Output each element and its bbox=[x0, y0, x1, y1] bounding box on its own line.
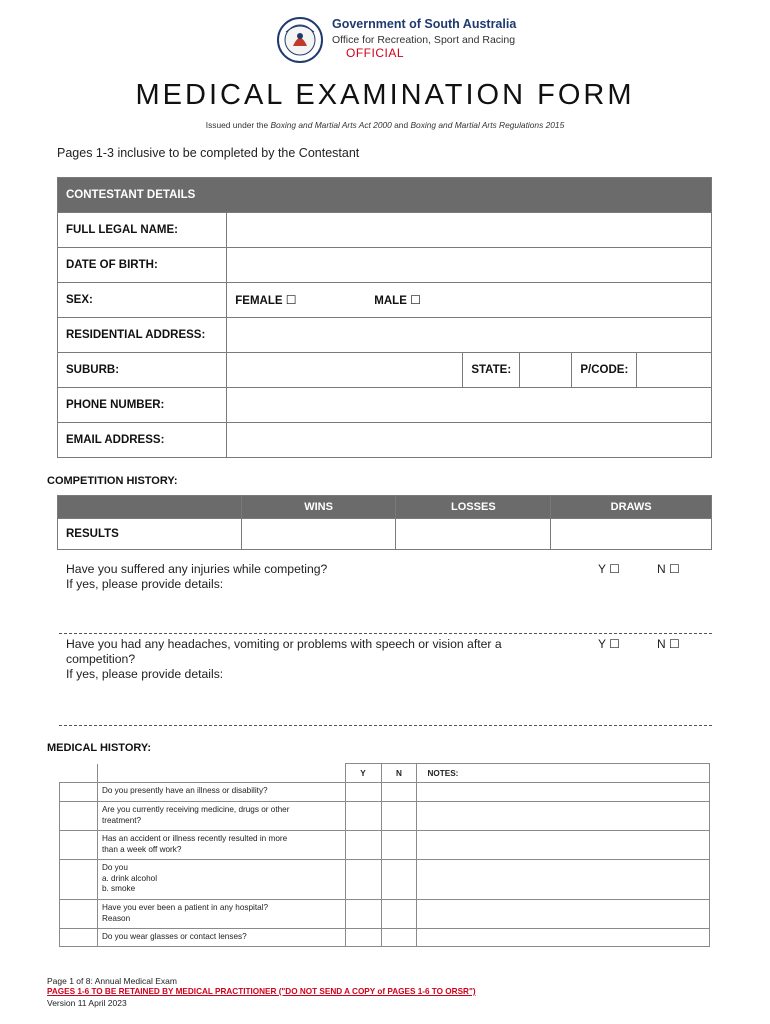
email-label: EMAIL ADDRESS: bbox=[58, 423, 227, 458]
medical-question: Do you a. drink alcohol b. smoke bbox=[97, 860, 345, 900]
row-marker bbox=[60, 860, 98, 900]
page-number: Page 1 of 8: Annual Medical Exam bbox=[47, 976, 177, 986]
headache-question-line2: competition? bbox=[66, 652, 136, 666]
row-marker bbox=[60, 929, 98, 947]
yes-cell[interactable] bbox=[345, 831, 381, 860]
headache-question bbox=[66, 637, 502, 682]
draws-field[interactable] bbox=[551, 519, 712, 550]
postcode-label: P/CODE: bbox=[572, 353, 637, 388]
south-australia-crest-icon bbox=[276, 16, 324, 64]
yes-cell[interactable] bbox=[345, 860, 381, 900]
notes-cell[interactable] bbox=[417, 783, 710, 802]
injury-question bbox=[66, 562, 327, 592]
wins-header: WINS bbox=[241, 496, 396, 519]
suburb-label: SUBURB: bbox=[58, 353, 227, 388]
contestant-details-heading: CONTESTANT DETAILS bbox=[58, 178, 712, 213]
yes-cell[interactable] bbox=[345, 783, 381, 802]
address-field[interactable] bbox=[227, 318, 712, 353]
sex-label: SEX: bbox=[58, 283, 227, 318]
suburb-field[interactable] bbox=[227, 353, 463, 388]
injury-yes-checkbox[interactable]: Y ☐ bbox=[598, 562, 620, 576]
competition-results-table bbox=[57, 495, 712, 550]
notes-column-header: NOTES: bbox=[417, 764, 710, 783]
row-marker bbox=[60, 802, 98, 831]
headache-details-prompt: If yes, please provide details: bbox=[66, 667, 224, 681]
full-name-field[interactable] bbox=[227, 213, 712, 248]
medical-question: Have you ever been a patient in any hospital? Reason bbox=[97, 900, 345, 929]
state-field[interactable] bbox=[520, 353, 572, 388]
medical-blank-header bbox=[60, 764, 98, 783]
address-label: RESIDENTIAL ADDRESS: bbox=[58, 318, 227, 353]
wins-field[interactable] bbox=[241, 519, 396, 550]
version-note: Version 11 April 2023 bbox=[47, 998, 127, 1008]
male-label: MALE bbox=[374, 295, 407, 307]
state-label: STATE: bbox=[463, 353, 520, 388]
female-label: FEMALE bbox=[235, 295, 283, 307]
losses-header: LOSSES bbox=[396, 496, 551, 519]
competition-history-heading: COMPETITION HISTORY: bbox=[47, 475, 178, 487]
row-marker bbox=[60, 900, 98, 929]
injury-question-text: Have you suffered any injuries while competing? bbox=[66, 562, 328, 576]
retention-warning: PAGES 1-6 TO BE RETAINED BY MEDICAL PRACTITIONER ("DO NOT SEND A COPY of PAGES 1-6 TO ORSR") bbox=[47, 987, 476, 996]
notes-cell[interactable] bbox=[417, 860, 710, 900]
yes-column-header: Y bbox=[345, 764, 381, 783]
no-cell[interactable] bbox=[381, 783, 417, 802]
yes-cell[interactable] bbox=[345, 900, 381, 929]
row-marker bbox=[60, 783, 98, 802]
dob-label: DATE OF BIRTH: bbox=[58, 248, 227, 283]
headache-yes-checkbox[interactable]: Y ☐ bbox=[598, 637, 620, 651]
medical-question: Are you currently receiving medicine, drugs or other treatment? bbox=[97, 802, 345, 831]
notes-cell[interactable] bbox=[417, 831, 710, 860]
male-checkbox[interactable]: ☐ bbox=[410, 293, 421, 307]
injury-details-prompt: If yes, please provide details: bbox=[66, 577, 224, 591]
phone-field[interactable] bbox=[227, 388, 712, 423]
no-cell[interactable] bbox=[381, 831, 417, 860]
issued-under-note: Issued under the Boxing and Martial Arts Act 2000 and Boxing and Martial Arts Regulations 2015 bbox=[205, 120, 565, 130]
medical-question: Do you presently have an illness or disability? bbox=[97, 783, 345, 802]
contestant-details-table bbox=[57, 177, 712, 458]
medical-history-table bbox=[59, 763, 710, 947]
full-name-label: FULL LEGAL NAME: bbox=[58, 213, 227, 248]
official-marking: OFFICIAL bbox=[346, 46, 405, 60]
medical-question: Do you wear glasses or contact lenses? bbox=[97, 929, 345, 947]
dob-field[interactable] bbox=[227, 248, 712, 283]
headache-details-line[interactable] bbox=[59, 725, 712, 726]
page-title: MEDICAL EXAMINATION FORM bbox=[135, 79, 635, 111]
no-column-header: N bbox=[381, 764, 417, 783]
notes-cell[interactable] bbox=[417, 900, 710, 929]
notes-cell[interactable] bbox=[417, 802, 710, 831]
results-label: RESULTS bbox=[58, 519, 242, 550]
yes-cell[interactable] bbox=[345, 802, 381, 831]
notes-cell[interactable] bbox=[417, 929, 710, 947]
medical-question: Has an accident or illness recently resulted in more than a week off work? bbox=[97, 831, 345, 860]
no-cell[interactable] bbox=[381, 929, 417, 947]
row-marker bbox=[60, 831, 98, 860]
female-checkbox[interactable]: ☐ bbox=[285, 293, 297, 307]
government-title: Government of South Australia bbox=[332, 17, 517, 31]
sex-field bbox=[227, 283, 712, 318]
office-name: Office for Recreation, Sport and Racing bbox=[332, 34, 516, 46]
email-field[interactable] bbox=[227, 423, 712, 458]
no-cell[interactable] bbox=[381, 900, 417, 929]
headache-no-checkbox[interactable]: N ☐ bbox=[657, 637, 680, 651]
injury-no-checkbox[interactable]: N ☐ bbox=[657, 562, 680, 576]
headache-question-line1: Have you had any headaches, vomiting or problems with speech or vision after a bbox=[66, 637, 502, 651]
medical-history-heading: MEDICAL HISTORY: bbox=[47, 742, 152, 754]
postcode-field[interactable] bbox=[637, 353, 712, 388]
no-cell[interactable] bbox=[381, 860, 417, 900]
losses-field[interactable] bbox=[396, 519, 551, 550]
question-header-blank bbox=[97, 764, 345, 783]
results-header-blank bbox=[58, 496, 242, 519]
phone-label: PHONE NUMBER: bbox=[58, 388, 227, 423]
contestant-pages-note: Pages 1-3 inclusive to be completed by the Contestant bbox=[57, 146, 360, 160]
draws-header: DRAWS bbox=[551, 496, 712, 519]
no-cell[interactable] bbox=[381, 802, 417, 831]
yes-cell[interactable] bbox=[345, 929, 381, 947]
injury-details-line[interactable] bbox=[59, 633, 712, 634]
